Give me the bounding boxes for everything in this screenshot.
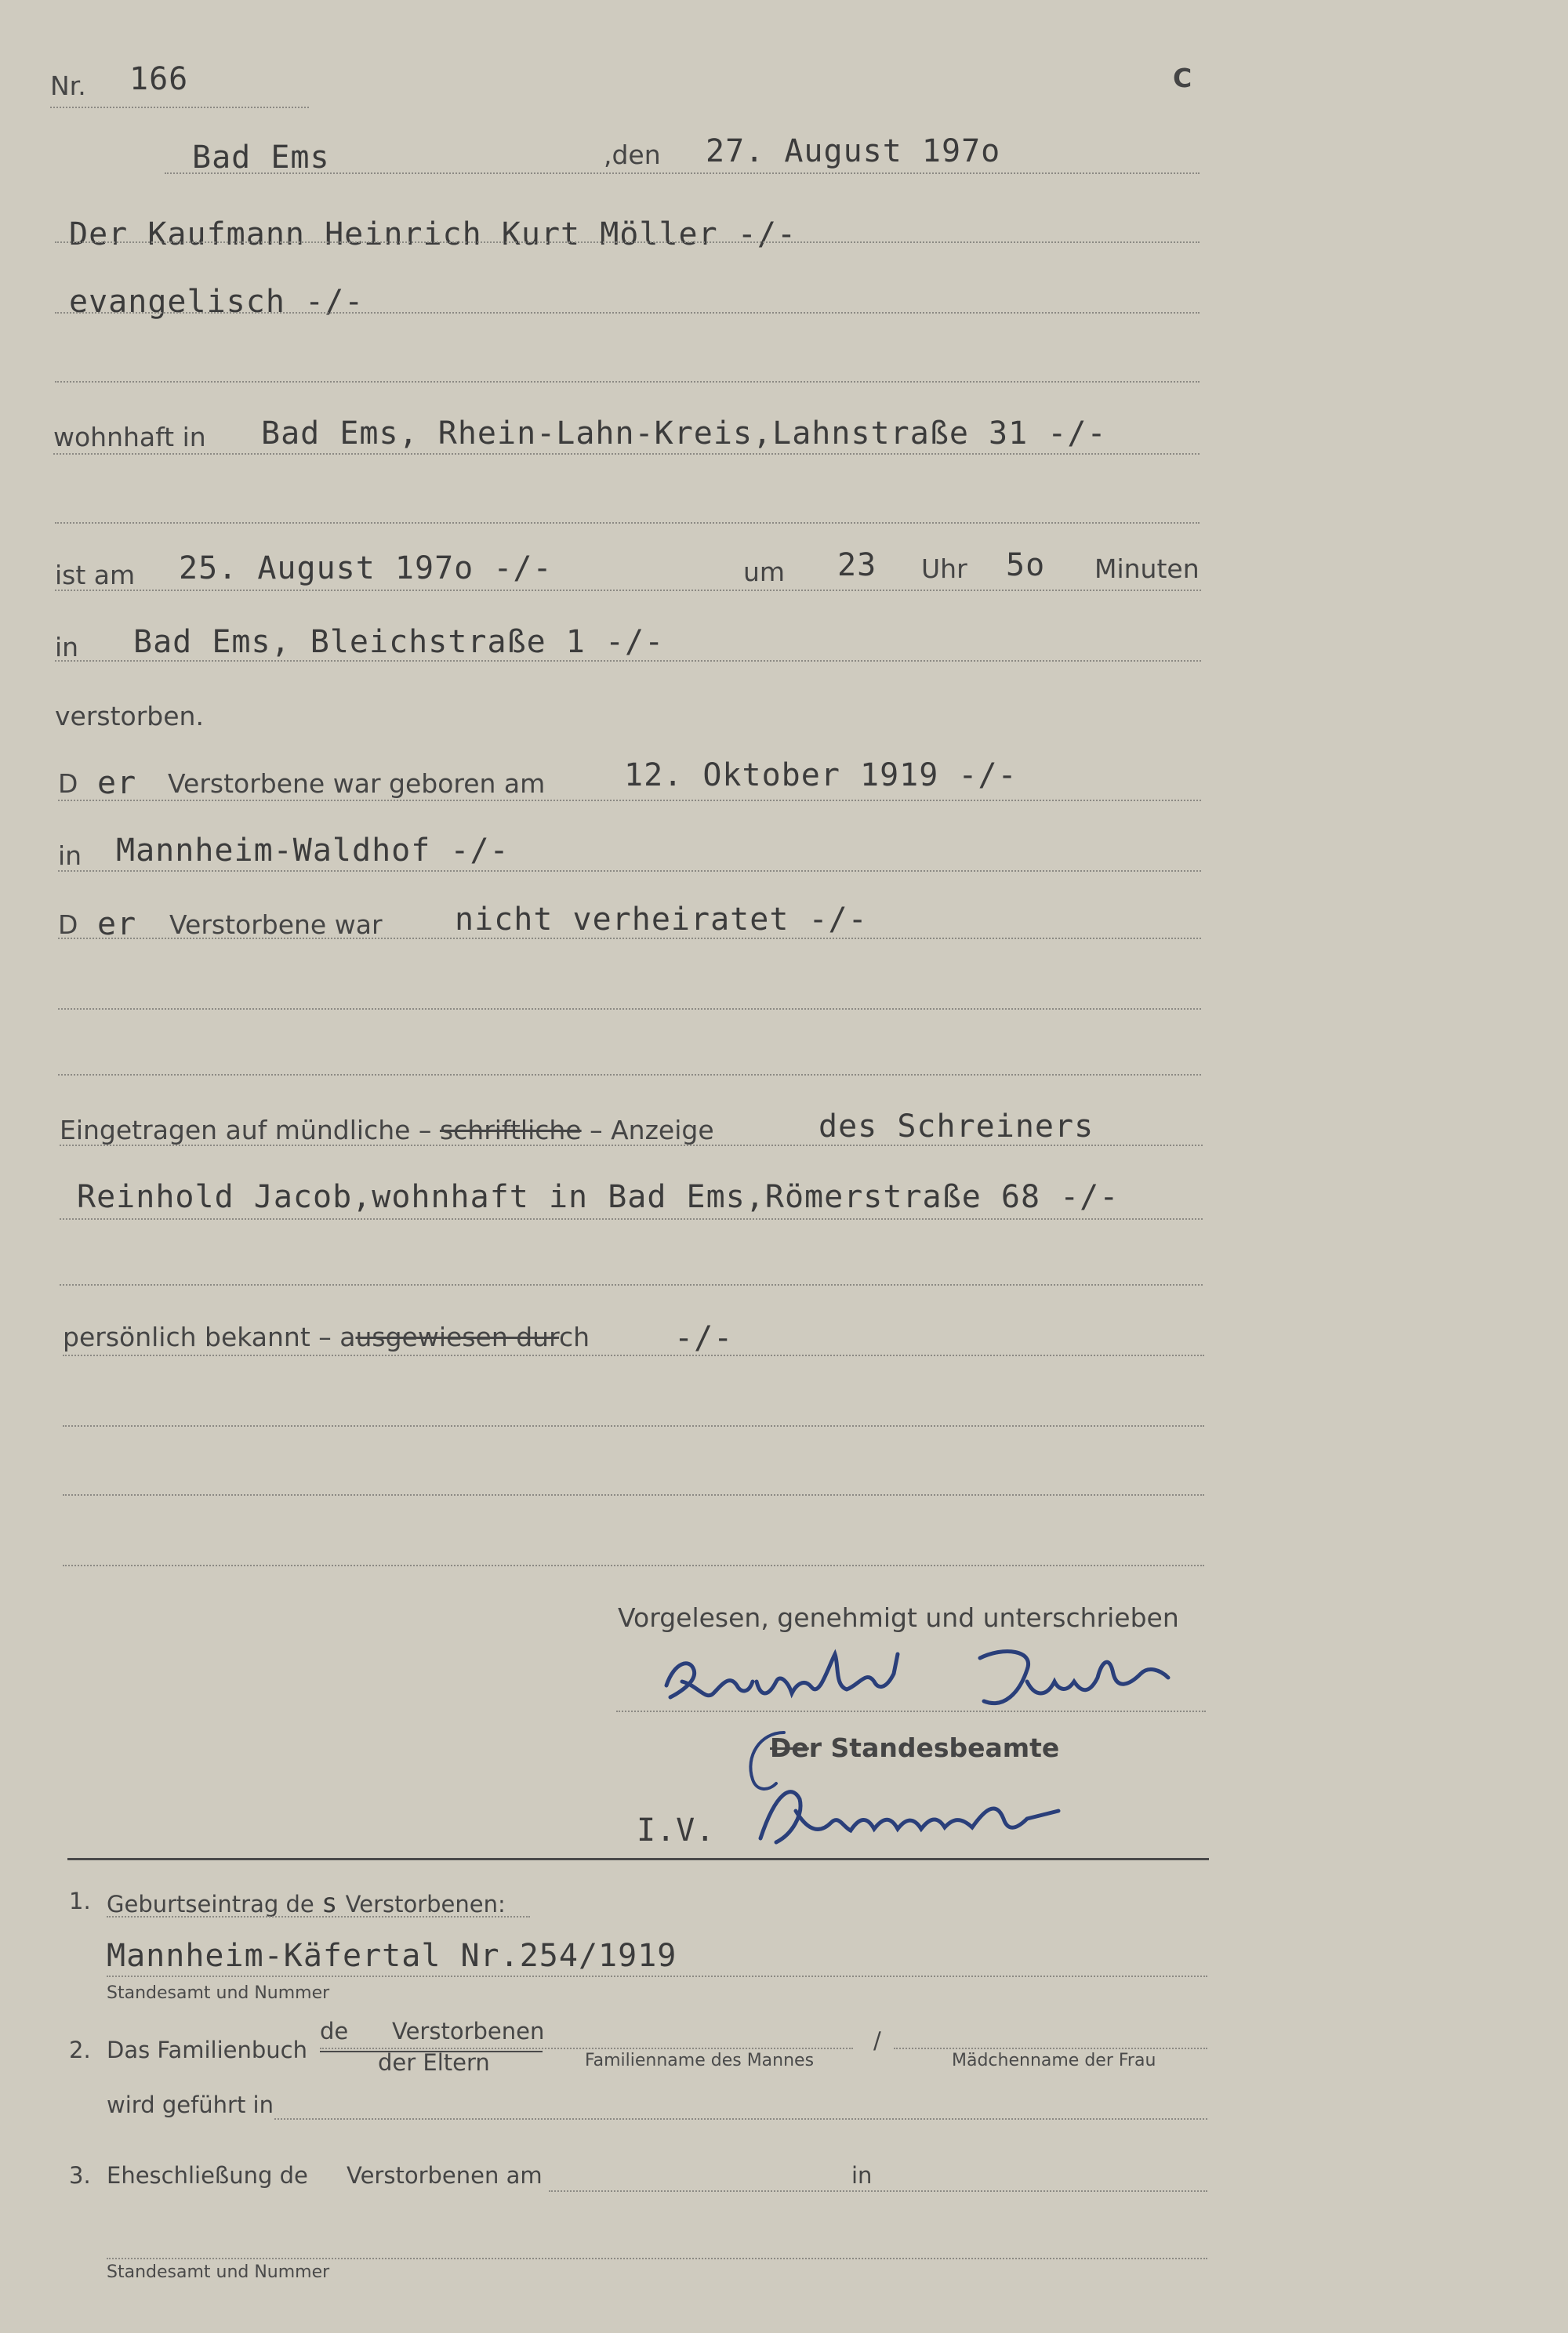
item1-label-a: Geburtseintrag de	[107, 1891, 314, 1918]
death-place-value: Bad Ems, Bleichstraße 1 -/-	[133, 624, 665, 660]
informant-signature-line	[616, 1711, 1206, 1712]
date-value: 27. August 197o	[706, 133, 1001, 169]
item3-line	[549, 2190, 1207, 2192]
birth-label: Verstorbene war geboren am	[168, 768, 546, 799]
minuten-label: Minuten	[1094, 553, 1200, 584]
item1-label-line	[107, 1916, 530, 1918]
item2-caption-man: Familienname des Mannes	[585, 2051, 815, 2070]
item2-number: 2.	[69, 2037, 91, 2063]
registration-prefix: Eingetragen auf mündliche –	[60, 1115, 432, 1145]
official-signature-image	[745, 1776, 1200, 1854]
death-date-line	[55, 590, 1201, 591]
known-prefix: persönlich bekannt –	[63, 1322, 332, 1352]
item2-wird: wird geführt in	[107, 2092, 274, 2118]
person-name: Der Kaufmann Heinrich Kurt Möller -/-	[69, 216, 797, 252]
item2-de: de	[320, 2018, 349, 2045]
read-approved-label: Vorgelesen, genehmigt und unterschrieben	[618, 1602, 1179, 1633]
blank-line-6	[63, 1425, 1204, 1427]
blank-line-4	[58, 1074, 1201, 1076]
birth-place-label: in	[58, 840, 82, 871]
official-title	[770, 1733, 1059, 1763]
nr-label: Nr.	[50, 71, 86, 101]
item3-number: 3.	[69, 2162, 91, 2189]
blank-line-5	[60, 1284, 1203, 1286]
known-struck: usgewiesen dur	[355, 1322, 559, 1352]
birth-place-value: Mannheim-Waldhof -/-	[116, 833, 510, 869]
official-label: r Standesbeamte	[808, 1733, 1060, 1763]
birth-d-prefix: D	[58, 768, 78, 799]
registration-dotline	[60, 1145, 1203, 1146]
marital-d-prefix: D	[58, 909, 78, 940]
birth-place-line	[58, 870, 1201, 872]
residence-value: Bad Ems, Rhein-Lahn-Kreis,Lahnstraße 31 -/-	[261, 415, 1107, 452]
religion-line	[55, 312, 1200, 314]
birth-date-value: 12. Oktober 1919 -/-	[624, 757, 1018, 793]
item2-eltern: der Eltern	[378, 2049, 490, 2076]
item3-standesamt-line	[107, 2258, 1207, 2259]
item1-label-b: Verstorbenen:	[345, 1891, 506, 1918]
residence-label: wohnhaft in	[53, 422, 206, 452]
item1-caption: Standesamt und Nummer	[107, 1983, 330, 2003]
entry-number: 166	[129, 61, 189, 97]
blank-line-8	[63, 1565, 1204, 1566]
death-minute: 5o	[1006, 547, 1046, 583]
item3-in: in	[851, 2162, 873, 2189]
signature-divider	[67, 1858, 1209, 1860]
item2-caption-woman: Mädchenname der Frau	[952, 2051, 1156, 2070]
item2-slash: /	[873, 2027, 881, 2054]
item2-label: Das Familienbuch	[107, 2037, 307, 2063]
nr-line	[50, 107, 309, 108]
registration-line	[60, 1115, 714, 1145]
death-place-label: in	[55, 632, 79, 662]
item2-wird-line	[274, 2118, 1207, 2120]
birth-er-suffix: er	[97, 765, 137, 801]
informant-value: des Schreiners	[818, 1108, 1094, 1145]
death-hour: 23	[837, 547, 877, 583]
form-letter: C	[1173, 63, 1192, 93]
item2-woman-line	[894, 2048, 1207, 2049]
um-label: um	[743, 557, 786, 587]
item3-label: Eheschließung de	[107, 2162, 308, 2189]
religion-value: evangelisch -/-	[69, 284, 365, 320]
verstorben-label: verstorben.	[55, 701, 204, 731]
death-date-label: ist am	[55, 560, 136, 590]
registration-struck: schriftliche	[439, 1115, 582, 1145]
known-line	[63, 1322, 590, 1352]
blank-line-2	[55, 522, 1200, 524]
date-line	[165, 172, 1200, 174]
person-line	[55, 241, 1200, 243]
marital-er-suffix: er	[97, 906, 137, 942]
item1-label-s: s	[321, 1888, 339, 1919]
marital-value: nicht verheiratet -/-	[455, 902, 868, 938]
item1-number: 1.	[69, 1888, 91, 1914]
item1-value-line	[107, 1976, 1207, 1977]
date-label: ,den	[604, 140, 661, 170]
item2-verstorbenen: Verstorbenen	[392, 2018, 545, 2045]
registration-suffix: – Anzeige	[590, 1115, 714, 1145]
item3-caption: Standesamt und Nummer	[107, 2262, 330, 2282]
informant-line2: Reinhold Jacob,wohnhaft in Bad Ems,Römerstraße 68 -/-	[77, 1179, 1120, 1215]
place-value: Bad Ems	[192, 140, 330, 176]
death-date-value: 25. August 197o -/-	[179, 550, 553, 586]
uhr-label: Uhr	[921, 553, 967, 584]
known-a: a	[339, 1322, 356, 1352]
residence-line	[53, 453, 1200, 455]
official-struck: De	[770, 1733, 809, 1763]
blank-line-1	[55, 381, 1200, 383]
marital-label: Verstorbene war	[169, 909, 383, 940]
item1-value: Mannheim-Käfertal Nr.254/1919	[107, 1938, 677, 1974]
blank-line-3	[58, 1008, 1201, 1010]
birth-date-line	[58, 800, 1201, 801]
iv-label: I.V.	[637, 1812, 716, 1849]
blank-line-7	[63, 1494, 1204, 1496]
informant-line	[60, 1218, 1203, 1220]
known-dotline	[63, 1355, 1204, 1356]
item1-label	[107, 1888, 506, 1919]
known-value: -/-	[674, 1320, 734, 1356]
known-c: ch	[558, 1322, 590, 1352]
death-place-line	[55, 660, 1201, 662]
marital-line	[58, 938, 1201, 939]
item3-verstorbenen-am: Verstorbenen am	[347, 2162, 543, 2189]
